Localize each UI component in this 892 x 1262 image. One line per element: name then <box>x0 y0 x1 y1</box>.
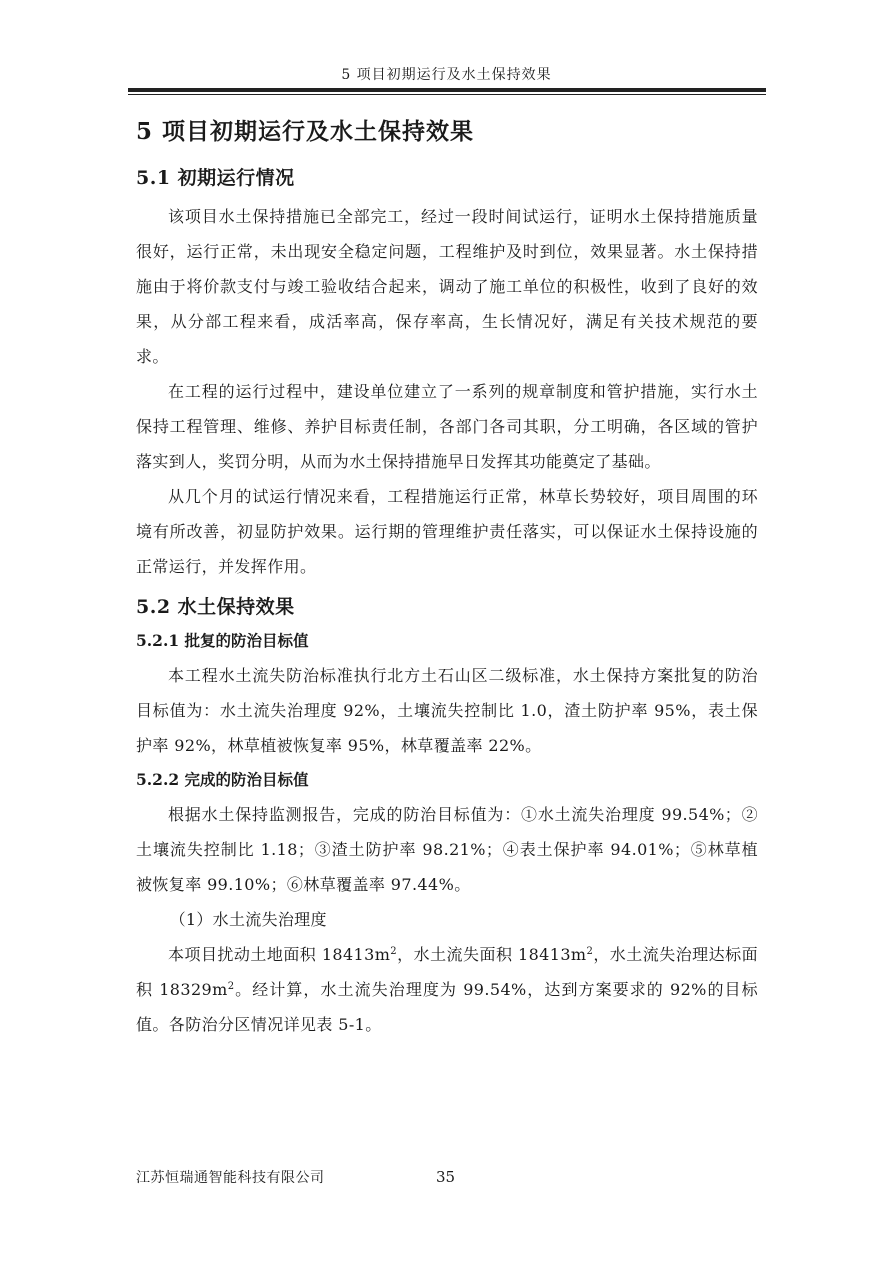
header-rule-thin <box>128 94 766 95</box>
subsection-title-5-2-2: 5.2.2 完成的防治目标值 <box>136 770 309 789</box>
paragraph-5-2-1: 本工程水土流失防治标准执行北方土石山区二级标准，水土保持方案批复的防治目标值为：水土流失治理度 92%，土壤流失控制比 1.0，渣土防护率 95%，表土保护率 92%，林草植被恢复率 95%，林草覆盖率 22%。 <box>136 666 758 755</box>
text-run: ，水土流失治理达标面积 18329m <box>136 945 758 999</box>
superscript: 2 <box>227 981 235 992</box>
item-title-1: （1）水土流失治理度 <box>169 910 327 929</box>
running-header: 5 项目初期运行及水土保持效果 <box>341 67 552 83</box>
paragraph-5-1-1: 该项目水土保持措施已全部完工，经过一段时间试运行，证明水土保持措施质量很好，运行正常，未出现安全稳定问题，工程维护及时到位，效果显著。水土保持措施由于将价款支付与竣工验收结合起来，调动了施工单位的积极性，收到了良好的效果，从分部工程来看，成活率高，保存率高，生长情况好，满足有关技术规范的要求。 <box>136 207 758 366</box>
paragraph-5-1-3: 从几个月的试运行情况来看，工程措施运行正常，林草长势较好，项目周围的环境有所改善，初显防护效果。运行期的管理维护责任落实，可以保证水土保持设施的正常运行，并发挥作用。 <box>136 487 758 576</box>
paragraph-5-2-2: 根据水土保持监测报告，完成的防治目标值为：①水土流失治理度 99.54%；②土壤流失控制比 1.18；③渣土防护率 98.21%；④表土保护率 94.01%；⑤林草植被恢复率 99.10%；⑥林草覆盖率 97.44%。 <box>136 805 758 894</box>
header-rule-thick <box>128 88 766 92</box>
text-run: 本项目扰动土地面积 18413m <box>168 945 391 964</box>
superscript: 2 <box>586 946 594 957</box>
subsection-title-5-2-1: 5.2.1 批复的防治目标值 <box>136 631 309 650</box>
text-run: 。经计算，水土流失治理度为 99.54%，达到方案要求的 92%的目标值。各防治分区情况详见表 5-1。 <box>136 980 758 1034</box>
chapter-title: 5 项目初期运行及水土保持效果 <box>136 118 475 145</box>
paragraph-5-1-2: 在工程的运行过程中，建设单位建立了一系列的规章制度和管护措施，实行水土保持工程管理、维修、养护目标责任制，各部门各司其职，分工明确，各区域的管护落实到人，奖罚分明，从而为水土保持措施早日发挥其功能奠定了基础。 <box>136 382 758 471</box>
page-body <box>136 114 758 1042</box>
superscript: 2 <box>390 946 398 957</box>
footer-company-name: 江苏恒瑞通智能科技有限公司 <box>136 1170 325 1186</box>
section-title-5-1: 5.1 初期运行情况 <box>136 167 295 189</box>
text-run: ，水土流失面积 18413m <box>397 945 587 964</box>
footer-page-number: 35 <box>436 1168 456 1186</box>
section-title-5-2: 5.2 水土保持效果 <box>136 596 295 618</box>
paragraph-item-1 <box>136 937 758 1042</box>
